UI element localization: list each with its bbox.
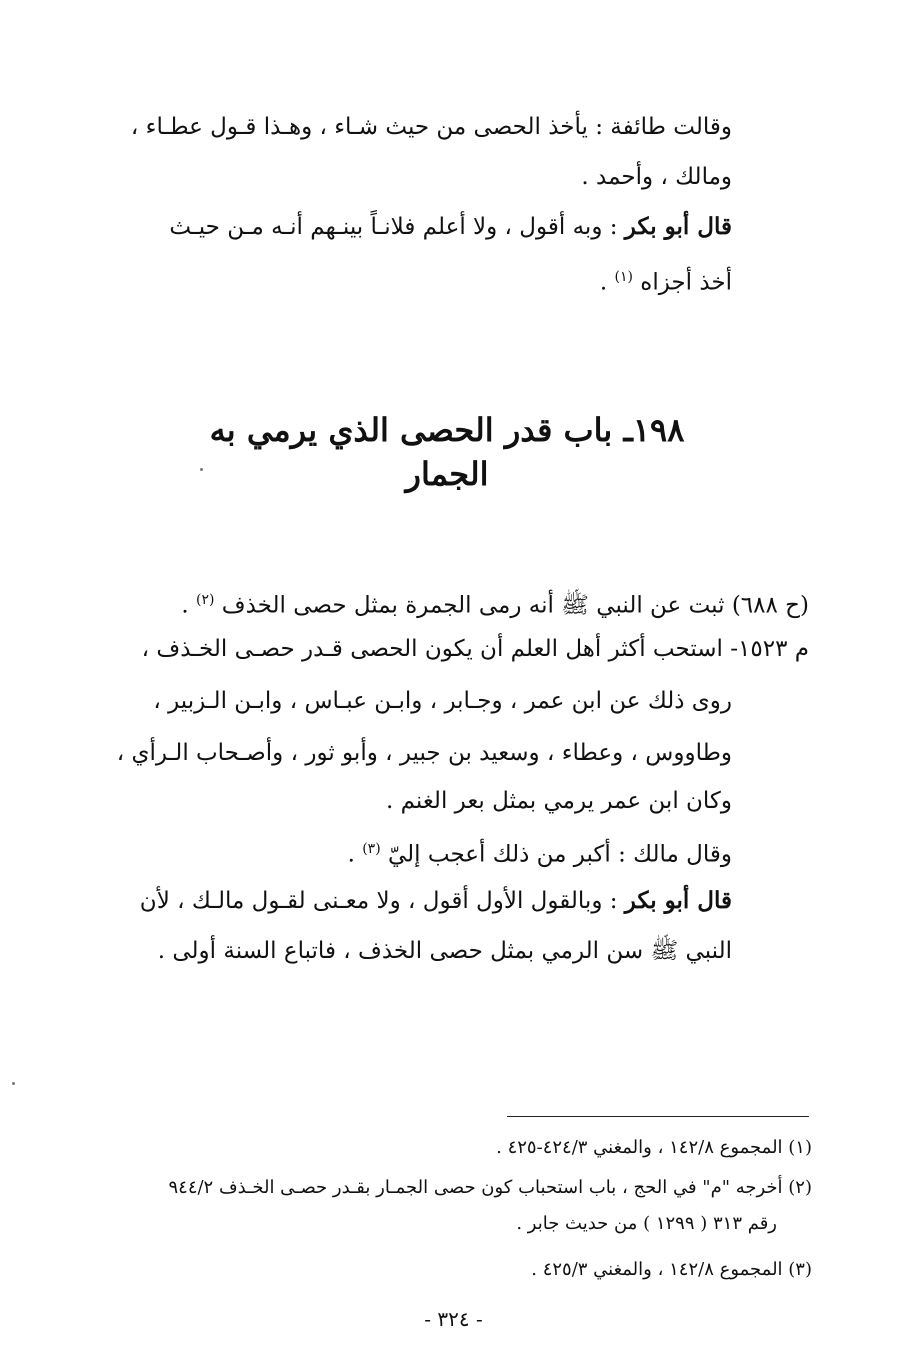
footnote-ref: (٢)	[195, 592, 215, 608]
paragraph-line	[92, 786, 732, 816]
paragraph-line	[92, 112, 732, 142]
paragraph-line	[92, 262, 732, 298]
text-segment: النبي ﷺ سن الرمي بمثل حصى الخذف ، فاتباع السنة أولى .	[157, 938, 732, 964]
text-segment: روى ذلك عن ابن عمر ، وجـابر ، وابـن عبـاس ، وابـن الـزبير ،	[153, 688, 732, 714]
footnote-ref: (١)	[614, 269, 633, 285]
text-segment: : وبه أقول ، ولا أعلم فلانـاً بينـهم أنـه مـن حيـث	[169, 214, 625, 240]
text-segment: وكان ابن عمر يرمي بمثل بعر الغنم .	[385, 788, 732, 814]
footnote-1: (١) المجموع ١٤٢/٨ ، والمغني ٤٢٤/٣-٤٢٥ .	[496, 1137, 812, 1158]
paragraph-line	[92, 834, 732, 870]
text-segment: (ح ٦٨٨) ثبت عن النبي ﷺ أنه رمى الجمرة بمثل حصى الخذف	[214, 592, 809, 619]
footnote-ref: (٣)	[362, 841, 381, 857]
paragraph-line	[92, 886, 732, 916]
footnote-2-continued: رقم ٣١٣ ( ١٢٩٩ ) من حديث جابر .	[516, 1213, 777, 1234]
speaker-label: قال أبو بكر	[624, 213, 732, 240]
text-segment: .	[347, 841, 363, 868]
scan-speck	[200, 468, 203, 471]
footnote-2: (٢) أخرجه "م" في الحج ، باب استحباب كون حصى الجمـار بقـدر حصـى الخـذف ٩٤٤/٢	[168, 1177, 812, 1198]
issue-line	[89, 634, 809, 664]
text-segment: .	[599, 269, 615, 296]
paragraph-line	[92, 936, 732, 966]
footnote-3: (٣) المجموع ١٤٢/٨ ، والمغني ٤٢٥/٣ .	[531, 1259, 812, 1280]
paragraph-line	[92, 738, 732, 768]
chapter-title: ١٩٨ـ باب قدر الحصى الذي يرمي به الجمار	[209, 411, 685, 493]
text-segment: وطاووس ، وعطاء ، وسعيد بن جبير ، وأبو ثور ، وأصـحاب الـرأي ،	[116, 740, 732, 766]
paragraph-line	[92, 162, 732, 192]
text-segment: .	[181, 592, 196, 619]
text-segment: وقال مالك : أكبر من ذلك أعجب إليّ	[380, 841, 732, 868]
text-segment: : وبالقول الأول أقول ، ولا معـنى لقـول مالـك ، لأن	[139, 888, 625, 914]
text-segment: م ١٥٢٣- استحب أكثر أهل العلم أن يكون الحصى قـدر حصـى الخـذف ،	[141, 636, 809, 662]
page-number: - ٣٢٤ -	[424, 1307, 483, 1331]
text-segment: ومالك ، وأحمد .	[581, 164, 732, 190]
hadith-line	[89, 585, 809, 621]
speaker-label: قال أبو بكر	[624, 887, 732, 914]
paragraph-line	[92, 212, 732, 242]
scan-speck	[12, 1082, 15, 1085]
footnote-separator	[507, 1116, 809, 1117]
text-segment: أخذ أجزاه	[632, 269, 732, 296]
paragraph-line	[92, 686, 732, 716]
text-segment: وقالت طائفة : يأخذ الحصى من حيث شـاء ، وهـذا قـول عطـاء ،	[130, 114, 732, 140]
